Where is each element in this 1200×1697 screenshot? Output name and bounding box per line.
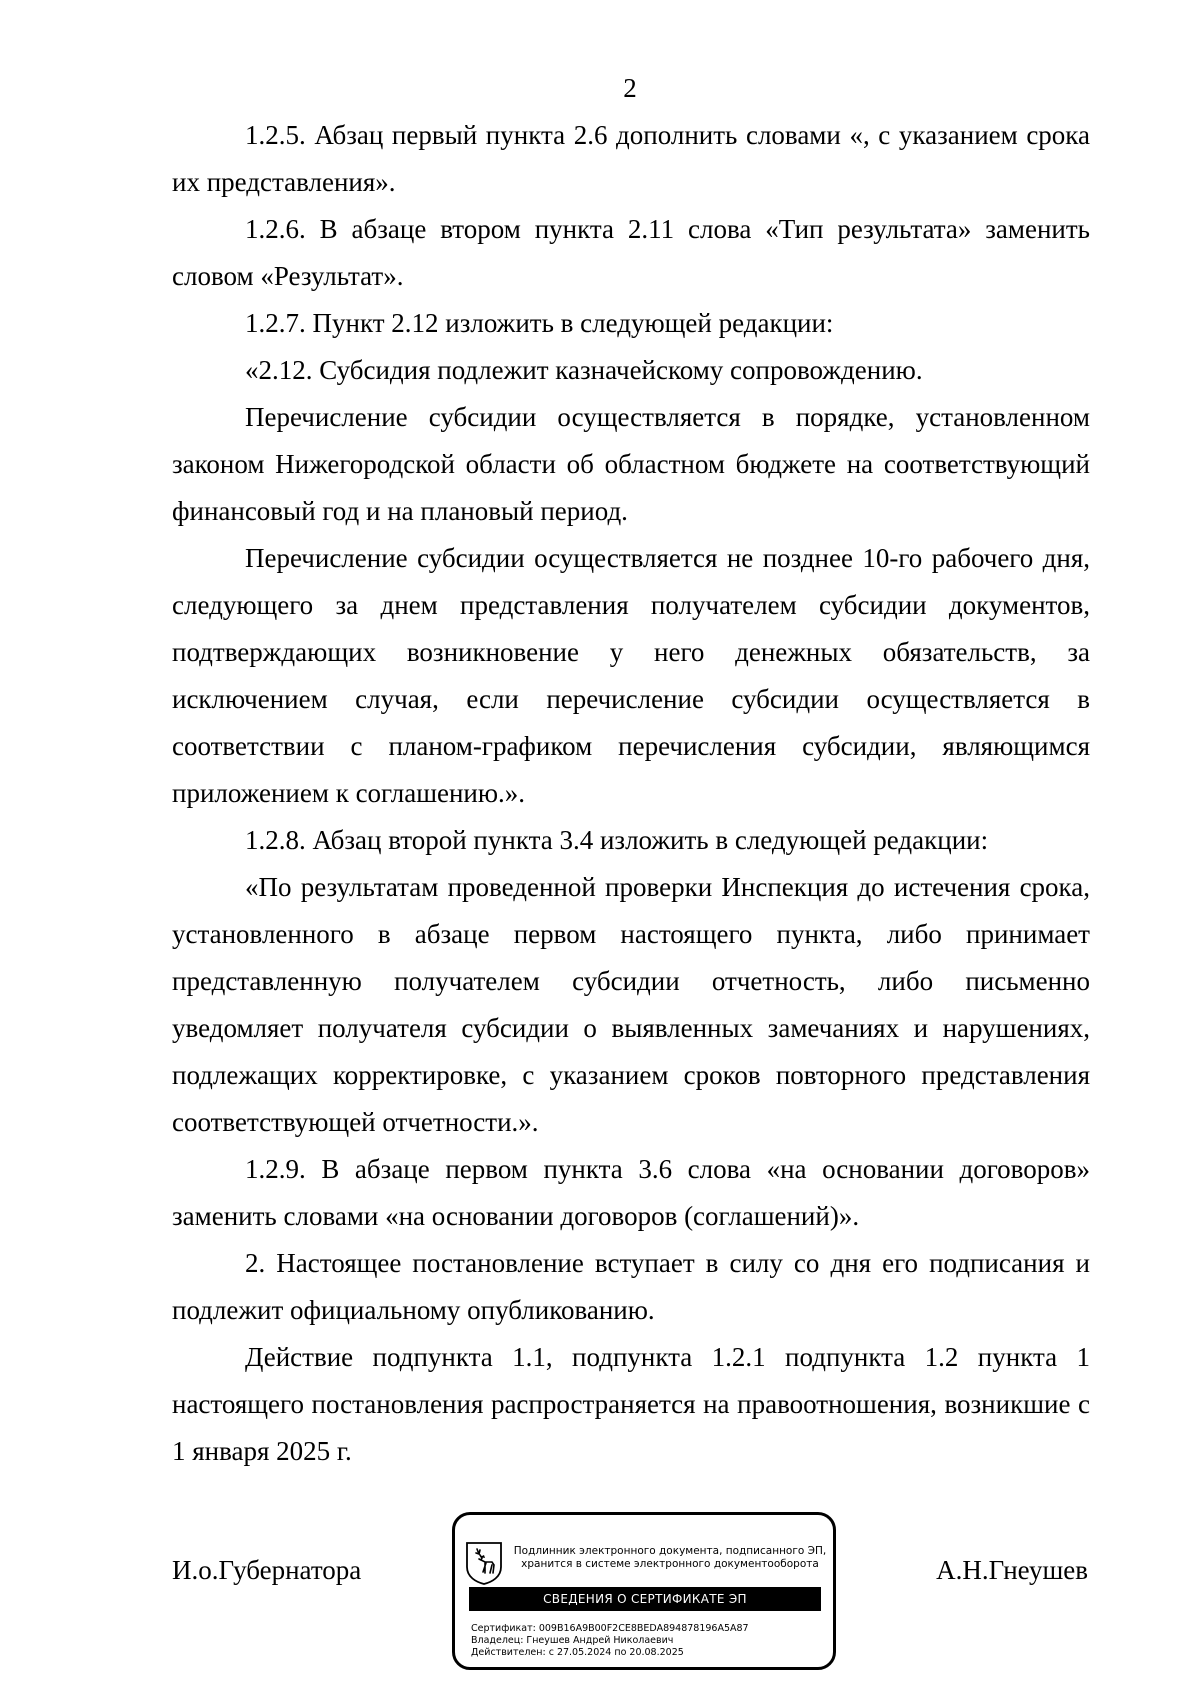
paragraph-1-2-5: 1.2.5. Абзац первый пункта 2.6 дополнить словами «, с указанием срока их представления». [172,120,1090,197]
stamp-header [509,1545,831,1571]
stamp-title: СВЕДЕНИЯ О СЕРТИФИКАТЕ ЭП [469,1587,821,1611]
paragraph-2-effective: 2. Настоящее постановление вступает в силу со дня его подписания и подлежит официальному опубликованию. [172,1248,1090,1325]
stamp-header-line2: хранится в системе электронного документооборота [521,1558,819,1570]
paragraph-transfer-order: Перечисление субсидии осуществляется в порядке, установленном законом Нижегородской области об областном бюджете на соответствующий финансовый год и на плановый период. [172,402,1090,526]
paragraph-1-2-9: 1.2.9. В абзаце первом пункта 3.6 слова «на основании договоров» заменить словами «на основании договоров (соглашений)». [172,1154,1090,1231]
page-number: 2 [623,73,637,103]
paragraph-retroactive: Действие подпункта 1.1, подпункта 1.2.1 подпункта 1.2 пункта 1 настоящего постановления распространяется на правоотношения, возникшие с 1 января 2025 г. [172,1342,1090,1466]
deer-coat-of-arms-icon [465,1541,503,1585]
stamp-details [471,1623,827,1659]
stamp-header-line1: Подлинник электронного документа, подписанного ЭП, [513,1545,827,1557]
paragraph-transfer-deadline: Перечисление субсидии осуществляется не позднее 10-го рабочего дня, следующего за днем представления получателем субсидии документов, подтверждающих возникновение у него денежных обязательств, за исключением случая, если перечисление субсидии осуществляется в соответствии с планом-графиком перечисления субсидии, являющимся приложением к соглашению.». [172,543,1090,808]
paragraph-2-12-heading: «2.12. Субсидия подлежит казначейскому сопровождению. [245,355,923,385]
paragraph-1-2-8: 1.2.8. Абзац второй пункта 3.4 изложить в следующей редакции: [245,825,989,855]
electronic-signature-stamp [452,1512,836,1670]
certificate-validity: Действителен: с 27.05.2024 по 20.08.2025 [471,1647,684,1658]
signatory-position: И.о.Губернатора [172,1555,362,1585]
signatory-name: А.Н.Гнеушев [936,1555,1088,1585]
paragraph-1-2-7: 1.2.7. Пункт 2.12 изложить в следующей редакции: [245,308,834,338]
certificate-number: Сертификат: 009B16A9B00F2CE8BEDA894878196A5A87 [471,1623,749,1634]
certificate-owner: Владелец: Гнеушев Андрей Николаевич [471,1635,674,1646]
paragraph-inspection-results: «По результатам проведенной проверки Инспекция до истечения срока, установленного в абзаце первом настоящего пункта, либо принимает представленную получателем субсидии отчетность, либо письменно уведомляет получателя субсидии о выявленных замечаниях и нарушениях, подлежащих корректировке, с указанием сроков повторного представления соответствующей отчетности.». [172,872,1090,1137]
paragraph-1-2-6: 1.2.6. В абзаце втором пункта 2.11 слова «Тип результата» заменить словом «Результат». [172,214,1090,291]
document-body [172,112,1090,1475]
